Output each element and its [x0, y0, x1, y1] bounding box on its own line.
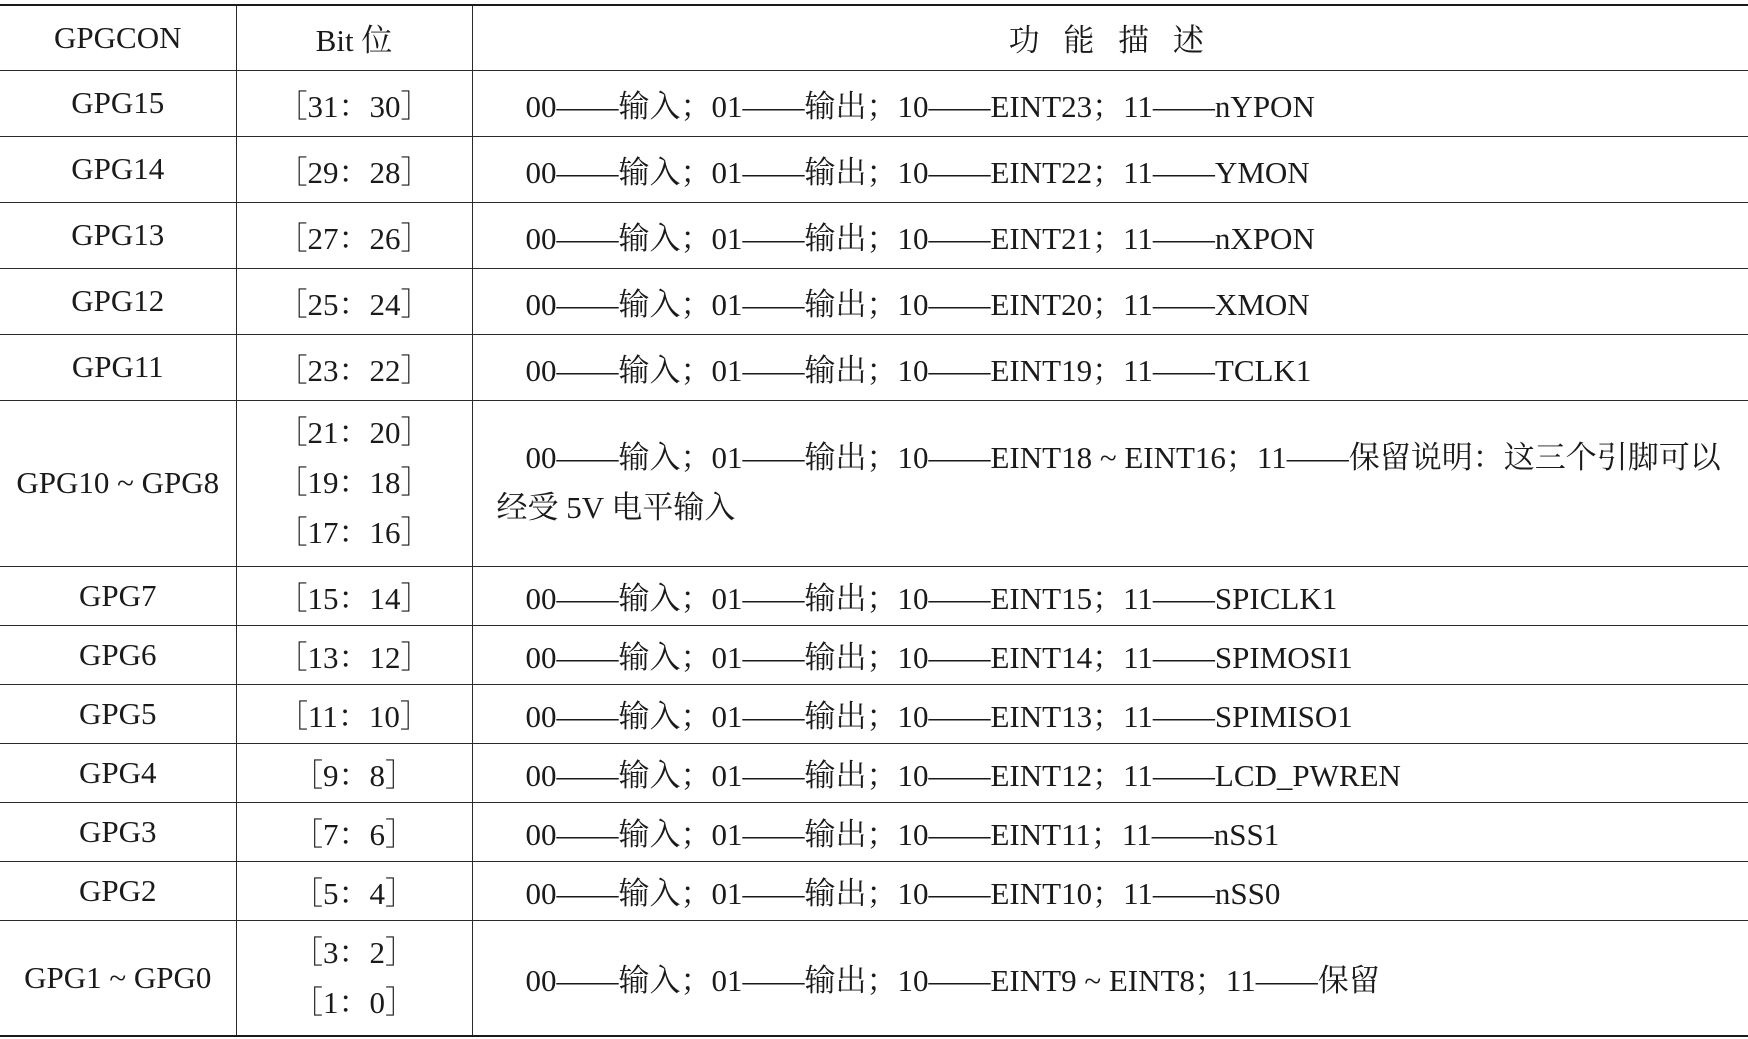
bit-range: ［19：18］	[276, 465, 432, 500]
header-function: 功 能 描 述	[472, 5, 1748, 70]
bit-range: ［11：10］	[236, 684, 472, 743]
table-row	[0, 920, 1748, 1036]
pin-name: GPG1 ~ GPG0	[0, 920, 236, 1036]
table-row	[0, 566, 1748, 625]
gpgcon-table	[0, 4, 1748, 1037]
function-description: 00——输入；01——输出；10——EINT9 ~ EINT8；11——保留	[472, 920, 1748, 1036]
function-description: 00——输入；01——输出；10——EINT12；11——LCD_PWREN	[472, 743, 1748, 802]
bit-range: ［3：2］	[292, 934, 416, 970]
function-description: 00——输入；01——输出；10——EINT20；11——XMON	[472, 268, 1748, 334]
function-description: 00——输入；01——输出；10——EINT22；11——YMON	[472, 136, 1748, 202]
table-row	[0, 334, 1748, 400]
function-description: 00——输入；01——输出；10——EINT15；11——SPICLK1	[472, 566, 1748, 625]
function-description-text: 00——输入；01——输出；10——EINT18 ~ EINT16；11——保留说明：这三个引脚可以经受 5V 电平输入	[496, 440, 1721, 525]
function-description: 00——输入；01——输出；10——EINT11；11——nSS1	[472, 802, 1748, 861]
table-row	[0, 136, 1748, 202]
table-row	[0, 743, 1748, 802]
bit-range: ［29：28］	[236, 136, 472, 202]
table-row	[0, 268, 1748, 334]
function-description: 00——输入；01——输出；10——EINT19；11——TCLK1	[472, 334, 1748, 400]
bit-range: ［7：6］	[236, 802, 472, 861]
bit-range: ［9：8］	[236, 743, 472, 802]
bit-range: ［27：26］	[236, 202, 472, 268]
table-row	[0, 861, 1748, 920]
bit-range: ［31：30］	[236, 70, 472, 136]
bit-range: ［25：24］	[236, 268, 472, 334]
table-row	[0, 684, 1748, 743]
bit-range-group	[236, 920, 472, 1036]
pin-name: GPG6	[0, 625, 236, 684]
pin-name: GPG4	[0, 743, 236, 802]
bit-range: ［5：4］	[236, 861, 472, 920]
table-row	[0, 70, 1748, 136]
function-description: 00——输入；01——输出；10——EINT13；11——SPIMISO1	[472, 684, 1748, 743]
function-description: 00——输入；01——输出；10——EINT10；11——nSS0	[472, 861, 1748, 920]
pin-name: GPG2	[0, 861, 236, 920]
bit-range: ［23：22］	[236, 334, 472, 400]
table-row	[0, 400, 1748, 566]
function-description: 00——输入；01——输出；10——EINT14；11——SPIMOSI1	[472, 625, 1748, 684]
pin-name: GPG14	[0, 136, 236, 202]
pin-name: GPG5	[0, 684, 236, 743]
pin-name: GPG7	[0, 566, 236, 625]
function-description: 00——输入；01——输出；10——EINT23；11——nYPON	[472, 70, 1748, 136]
bit-range-group	[236, 400, 472, 566]
function-description: 00——输入；01——输出；10——EINT21；11——nXPON	[472, 202, 1748, 268]
pin-name: GPG13	[0, 202, 236, 268]
header-bit: Bit 位	[236, 5, 472, 70]
header-row	[0, 5, 1748, 70]
pin-name: GPG10 ~ GPG8	[0, 400, 236, 566]
header-gpgcon: GPGCON	[0, 5, 236, 70]
table-row	[0, 202, 1748, 268]
bit-range: ［15：14］	[236, 566, 472, 625]
pin-name: GPG3	[0, 802, 236, 861]
bit-range: ［21：20］	[276, 415, 432, 450]
pin-name: GPG12	[0, 268, 236, 334]
table-row	[0, 625, 1748, 684]
function-description	[472, 400, 1748, 566]
table-row	[0, 802, 1748, 861]
bit-range: ［17：16］	[276, 515, 432, 550]
bit-range: ［13：12］	[236, 625, 472, 684]
pin-name: GPG15	[0, 70, 236, 136]
pin-name: GPG11	[0, 334, 236, 400]
bit-range: ［1：0］	[292, 984, 416, 1020]
